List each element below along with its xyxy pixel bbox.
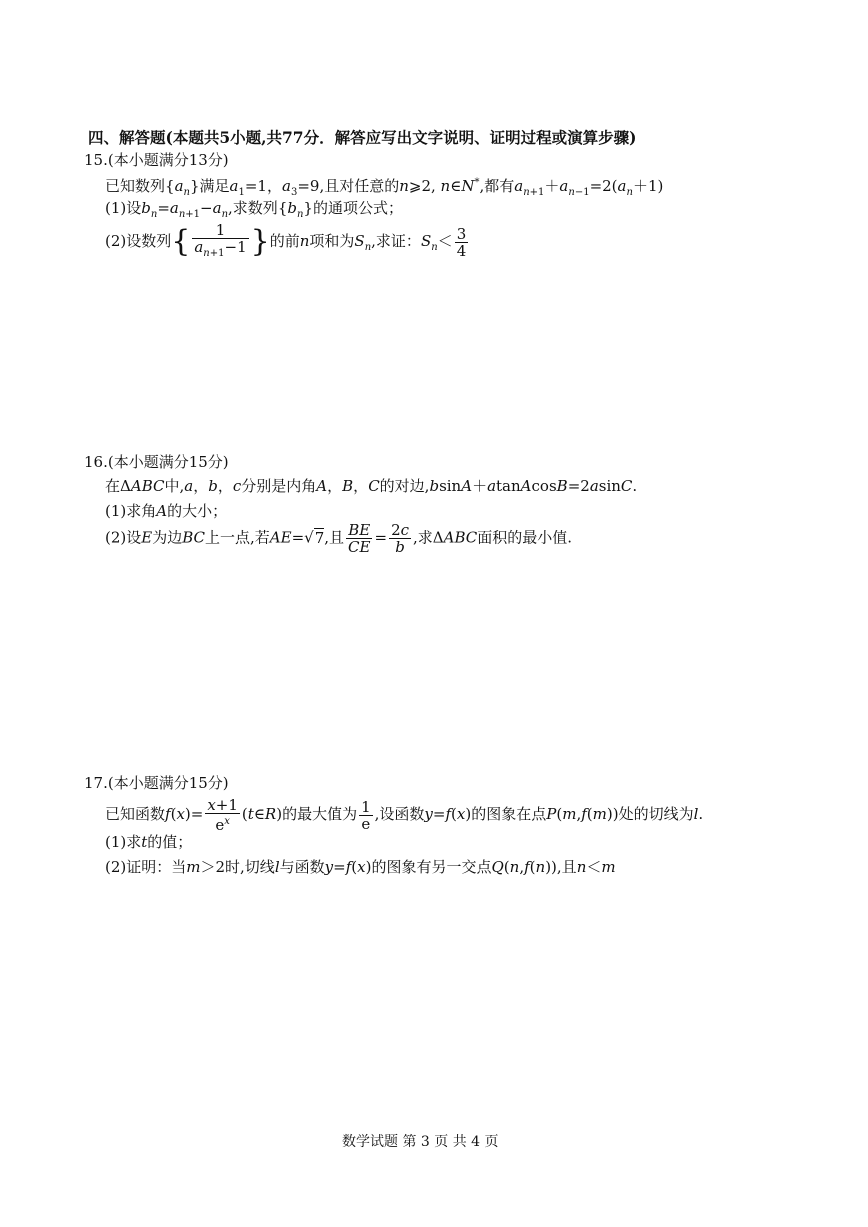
q16-part2: (2)设E为边BC上一点,若AE=√7,且 $\frac{BE}{CE}$ = $\frac{2c}{b}$ ,求ΔABC面积的最小值. [105,521,573,556]
q16-part1: (1)求角A的大小； [105,502,228,520]
q17-header: 17.(本小题满分15分) [84,774,229,792]
q16-statement: 在ΔABC中,a，b，c分别是内角A，B，C的对边,bsinA＋atanAcosB=2asinC. [105,477,638,495]
q15-part2: (2)设数列{ $\frac{1}{a_{n+1}-1}$ }的前n项和为$S_n$,求证：$S_n<$ $\frac{3}{4}$ [105,222,470,262]
q17-part2: (2)证明：当m＞2时,切线l与函数y=f(x)的图象有另一交点Q(n,f(n)),且n＜m [105,858,616,876]
q15-statement: 已知数列$\{a_n\}$满足$a_1=1$，$a_3=9$,且对任意的n⩾2, n∈N*,都有$a_{n+1}+a_{n-1}=2(a_n+1)$ [105,177,664,198]
q15-part1: (1)设$b_n=a_{n+1}-a_n$,求数列$\{b_n\}$的通项公式； [105,199,403,220]
q17-statement: 已知函数f(x)= $\frac{x+1}{e^x}$ (t∈R)的最大值为 $\frac{1}{e}$ ,设函数y=f(x)的图象在点P(m,f(m))处的切线为l. [105,796,704,834]
q15-header: 15.(本小题满分13分) [84,151,229,169]
page-footer: 数学试题 第 3 页 共 4 页 [342,1134,499,1150]
section-title: 四、解答题(本题共5小题,共77分．解答应写出文字说明、证明过程或演算步骤) [88,128,637,147]
q16-header: 16.(本小题满分15分) [84,453,229,471]
q17-part1: (1)求t的值； [105,833,193,851]
